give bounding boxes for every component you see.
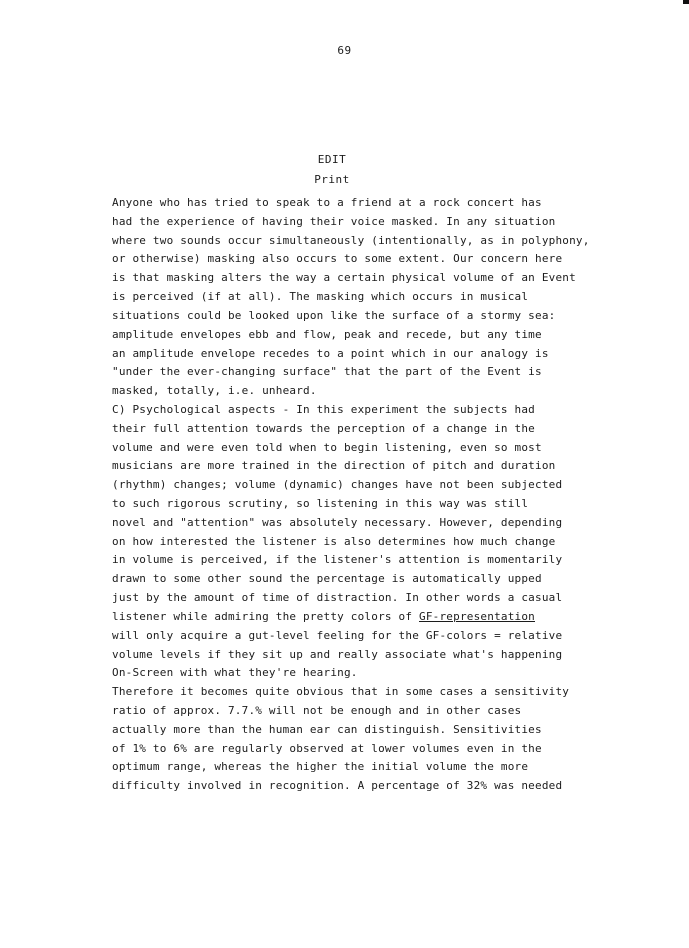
text-line: of 1% to 6% are regularly observed at lower volumes even in the <box>112 741 542 755</box>
text-line: masked, totally, i.e. unheard. <box>112 384 317 398</box>
body-text <box>112 194 590 796</box>
text-line: situations could be looked upon like the surface of a stormy sea: <box>112 308 556 322</box>
text-line: actually more than the human ear can distinguish. Sensitivities <box>112 722 542 736</box>
text-line: "under the ever-changing surface" that the part of the Event is <box>112 365 542 379</box>
text-line: novel and "attention" was absolutely necessary. However, depending <box>112 515 563 529</box>
text-line: C) Psychological aspects - In this experiment the subjects had <box>112 402 535 416</box>
text-line: ratio of approx. 7.7.% will not be enough and in other cases <box>112 703 522 717</box>
text-line: where two sounds occur simultaneously (intentionally, as in polyphony, <box>112 233 590 247</box>
text-fragment: listener while admiring the pretty colors of <box>112 609 420 623</box>
text-line: on how interested the listener is also determines how much change <box>112 534 556 548</box>
text-line: had the experience of having their voice masked. In any situation <box>112 214 556 228</box>
text-line: just by the amount of time of distraction. In other words a casual <box>112 591 563 605</box>
text-line: optimum range, whereas the higher the initial volume the more <box>112 760 529 774</box>
page-number: 69 <box>337 44 352 57</box>
text-line: an amplitude envelope recedes to a point which in our analogy is <box>112 346 549 360</box>
text-line: or otherwise) masking also occurs to some extent. Our concern here <box>112 252 563 266</box>
text-line: their full attention towards the perception of a change in the <box>112 421 535 435</box>
text-line: difficulty involved in recognition. A percentage of 32% was needed <box>112 779 563 793</box>
text-line: musicians are more trained in the direction of pitch and duration <box>112 459 556 473</box>
text-line: Anyone who has tried to speak to a friend at a rock concert has <box>112 196 542 209</box>
text-line-with-underline <box>112 608 582 627</box>
text-line: amplitude envelopes ebb and flow, peak and recede, but any time <box>112 327 542 341</box>
section-heading: EDIT <box>317 153 347 166</box>
text-line: volume levels if they sit up and really associate what's happening <box>112 647 563 661</box>
text-line: in volume is perceived, if the listener's attention is momentarily <box>112 553 563 567</box>
text-line: On-Screen with what they're hearing. <box>112 666 358 680</box>
text-line: will only acquire a gut-level feeling for the GF-colors = relative <box>112 628 563 642</box>
text-line: Therefore it becomes quite obvious that in some cases a sensitivity <box>112 685 570 699</box>
text-line: is perceived (if at all). The masking which occurs in musical <box>112 290 529 304</box>
text-line: volume and were even told when to begin listening, even so most <box>112 440 542 454</box>
section-subheading: Print <box>314 173 350 186</box>
text-line: drawn to some other sound the percentage is automatically upped <box>112 572 542 586</box>
text-line: to such rigorous scrutiny, so listening in this way was still <box>112 497 529 510</box>
page-edge-mark <box>683 0 689 4</box>
text-line: (rhythm) changes; volume (dynamic) changes have not been subjected <box>112 478 563 492</box>
underlined-term: GF-representation <box>419 609 535 623</box>
text-line: is that masking alters the way a certain physical volume of an Event <box>112 271 576 285</box>
